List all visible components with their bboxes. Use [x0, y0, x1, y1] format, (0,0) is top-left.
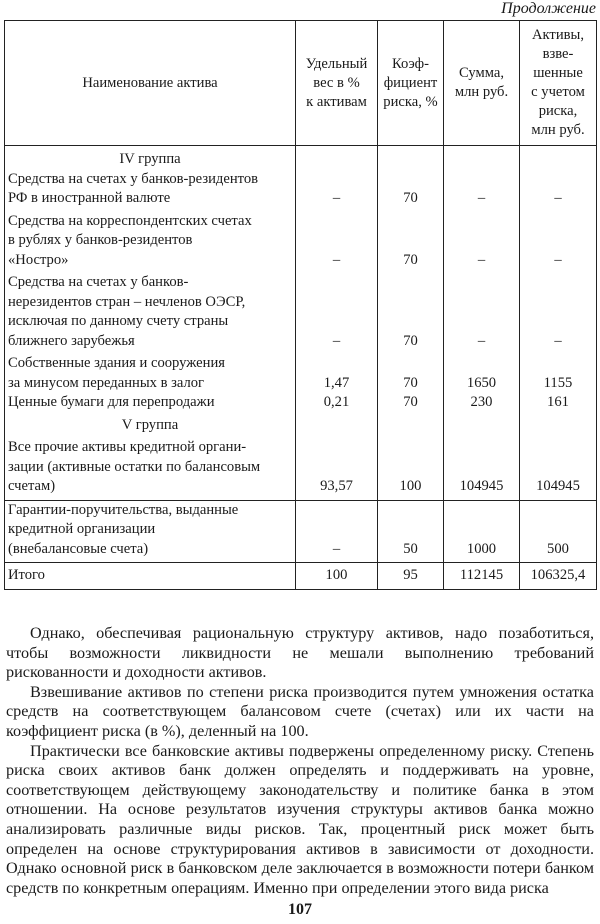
- asset-name-cell: Ценные бумаги для перепродажи: [5, 393, 296, 416]
- paragraph: Однако, обеспечивая рациональную структуру активов, надо позаботиться, чтобы возможности ликвидности не мешали выполнению требований рискованности и доходности активов.: [6, 624, 594, 682]
- coefficient-cell: 50: [378, 500, 444, 563]
- weighted-cell: –: [520, 170, 597, 212]
- coefficient-cell: 100: [378, 438, 444, 500]
- table-row: [5, 438, 597, 500]
- table-row: [5, 273, 597, 354]
- total-label: Итого: [5, 563, 296, 590]
- sum-cell: 1000: [444, 500, 520, 563]
- asset-name-cell: Средства на счетах у банков- нерезидентов стран – нечленов ОЭСР, исключая по данному счету страны ближнего зарубежья: [5, 273, 296, 354]
- asset-name-cell: Все прочие активы кредитной органи- зации (активные остатки по балансовым счетам): [5, 438, 296, 500]
- coefficient-cell: 70: [378, 212, 444, 274]
- paragraph: Практически все банковские активы подвержены определенному риску. Степень риска своих активов банк должен определять и поддерживать на уровне, соответствующем действующему законодательству и политике банка в этом отношении. На основе результатов изучения структуры активов банка можно анализировать различные виды рисков. Так, процентный риск может быть определен на основе структурирования активов в зависимости от доходности. Однако основной риск в банковском деле заключается в возможности потери банком средств по конкретным операциям. Именно при определении этого вида риска: [6, 741, 594, 897]
- guarantee-row: [5, 500, 597, 563]
- sum-cell: 230: [444, 393, 520, 416]
- coefficient-cell: 70: [378, 393, 444, 416]
- sum-cell: –: [444, 170, 520, 212]
- body-text: [6, 624, 594, 898]
- table-row: [5, 393, 597, 416]
- header-asset-name: Наименование актива: [5, 21, 296, 146]
- header-sum: Сумма, млн руб.: [444, 21, 520, 146]
- total-row: [5, 563, 597, 590]
- header-risk-weighted-assets: Активы, взве- шенные с учетом риска, млн руб.: [520, 21, 597, 146]
- header-risk-coefficient: Коэф- фициент риска, %: [378, 21, 444, 146]
- asset-name-cell: Гарантии-поручительства, выданные кредитной организации (внебалансовые счета): [5, 500, 296, 563]
- sum-cell: –: [444, 273, 520, 354]
- table-header-row: [5, 21, 597, 146]
- table-row: [5, 354, 597, 393]
- weighted-cell: –: [520, 212, 597, 274]
- weighted-cell: 161: [520, 393, 597, 416]
- asset-name-cell: Средства на счетах у банков-резидентов РФ в иностранной валюте: [5, 170, 296, 212]
- sum-cell: 104945: [444, 438, 520, 500]
- sum-cell: 1650: [444, 354, 520, 393]
- asset-name-cell: Средства на корреспондентских счетах в рублях у банков-резидентов «Ностро»: [5, 212, 296, 274]
- share-cell: –: [296, 500, 378, 563]
- share-cell: –: [296, 273, 378, 354]
- weighted-cell: 500: [520, 500, 597, 563]
- share-cell: 1,47: [296, 354, 378, 393]
- paragraph: Взвешивание активов по степени риска производится путем умножения остатка средств на соответствующем балансовом счете (счетах) или их части на коэффициент риска (в %), деленный на 100.: [6, 682, 594, 740]
- total-weighted: 106325,4: [520, 563, 597, 590]
- total-coefficient: 95: [378, 563, 444, 590]
- coefficient-cell: 70: [378, 170, 444, 212]
- continued-label: Продолжение: [501, 0, 596, 17]
- page-number: 107: [288, 901, 312, 918]
- table-row: [5, 212, 597, 274]
- share-cell: –: [296, 212, 378, 274]
- assets-risk-table: [4, 20, 597, 590]
- header-share: Удельный вес в % к активам: [296, 21, 378, 146]
- total-share: 100: [296, 563, 378, 590]
- weighted-cell: 1155: [520, 354, 597, 393]
- sum-cell: –: [444, 212, 520, 274]
- share-cell: 0,21: [296, 393, 378, 416]
- weighted-cell: 104945: [520, 438, 597, 500]
- total-sum: 112145: [444, 563, 520, 590]
- share-cell: 93,57: [296, 438, 378, 500]
- weighted-cell: –: [520, 273, 597, 354]
- asset-name-cell: Собственные здания и сооружения за минусом переданных в залог: [5, 354, 296, 393]
- group-label-v: V группа: [5, 416, 296, 439]
- group-row-iv: [5, 146, 597, 170]
- coefficient-cell: 70: [378, 273, 444, 354]
- table-row: [5, 170, 597, 212]
- group-label-iv: IV группа: [5, 146, 296, 170]
- share-cell: –: [296, 170, 378, 212]
- group-row-v: [5, 416, 597, 439]
- coefficient-cell: 70: [378, 354, 444, 393]
